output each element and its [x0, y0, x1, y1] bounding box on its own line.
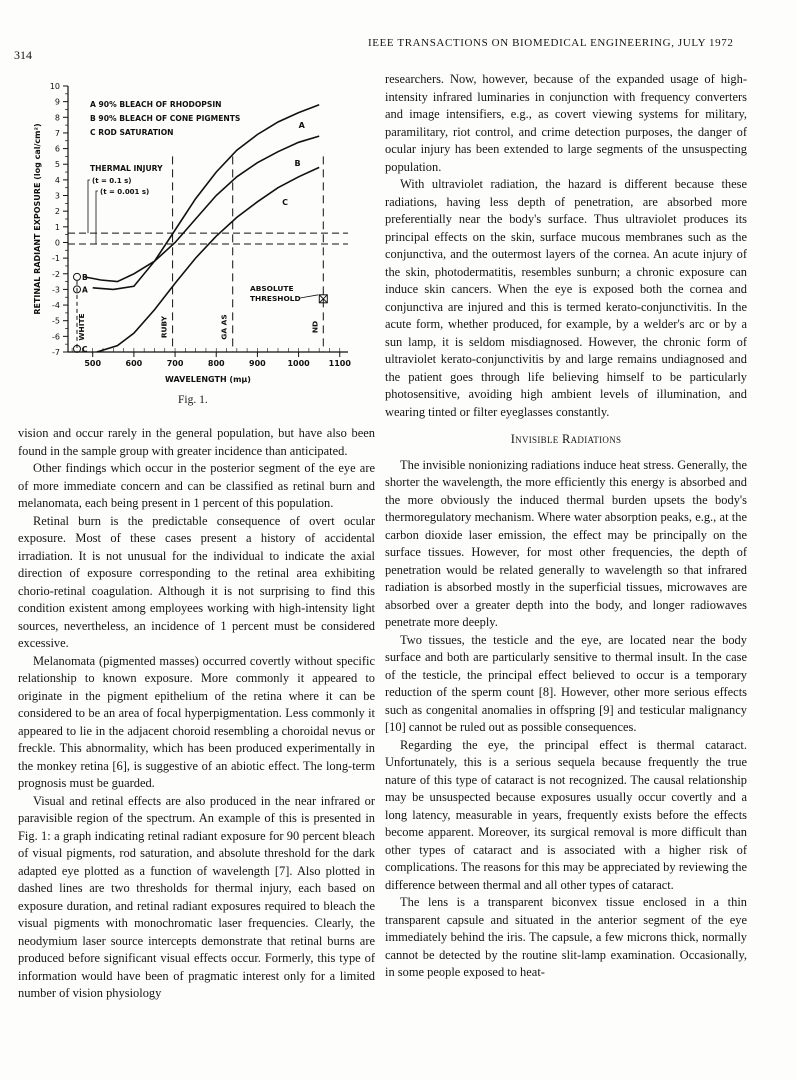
paragraph: The lens is a transparent biconvex tissue enclosed in a thin transparent capsule and situated in the anterior segment of the eye immediately behind the iris. The capsule, a few microns thick, normally cannot be detected by the routine slit-lamp examination. Occasionally, in some people exposed to heat- — [385, 895, 747, 979]
running-head: IEEE TRANSACTIONS ON BIOMEDICAL ENGINEERING, JULY 1972 — [368, 37, 734, 49]
x-tick-label: 1100 — [328, 359, 351, 368]
y-tick-label: 1 — [54, 222, 60, 232]
y-tick-label: 0 — [54, 238, 60, 248]
absolute-label: THRESHOLD — [250, 294, 301, 303]
y-tick-label: -1 — [52, 254, 60, 264]
y-tick-label: -3 — [52, 285, 60, 295]
right-column — [385, 71, 747, 982]
x-tick-label: 800 — [207, 359, 225, 368]
marker-label: A — [82, 285, 88, 295]
curve-B — [85, 136, 320, 282]
legend-entry: A 90% BLEACH OF RHODOPSIN — [90, 100, 222, 109]
y-tick-label: -7 — [52, 348, 60, 357]
x-tick-label: 900 — [249, 359, 266, 368]
paragraph: The invisible nonionizing radiations induce heat stress. Generally, the shorter the wavelength, the more efficiently this energy is absorbed and the more obviously the induced thermal burden upsets the body's thermoregulatory mechanism. Where water absorption peaks, e.g., at the carbon dioxide laser emission, the effect may be principally on the surface tissues. However, for most other frequencies, the depth of penetration would be related generally to wavelength so that infrared radiation is absorbed mostly in the superficial tissues, microwaves are absorbed over a greater depth into the body, and longer radiowaves penetrate more deeply. — [385, 457, 747, 629]
y-tick-label: -6 — [52, 332, 60, 342]
paragraph: researchers. Now, however, because of the expanded usage of high-intensity infrared luminaries in conjunction with frequency converters and image intensifiers, e.g., as covert viewing systems for military, paramilitary, riot control, and crime detection purposes, the danger of ocular injury has been extended to large segments of the unsuspecting population. — [385, 72, 747, 174]
paragraph: Regarding the eye, the principal effect is thermal cataract. Unfortunately, this is a serious sequela because frequently the true nature of this type of cataract is not recognized. The causal relationship may be unsuspected because exposures usually occur covertly and a long latency, measurable in years, frequently exists before the effects become apparent. Moreover, its surgical removal is more difficult than other types of cataract and is associated with a higher risk of complications. The reasons for this may be appreciated by reviewing the difference between thermal and all other types of cataract. — [385, 737, 747, 892]
x-tick-label: 1000 — [287, 359, 310, 368]
y-tick-label: 10 — [49, 82, 60, 91]
marker-circle — [74, 273, 81, 280]
figure-1 — [0, 72, 375, 402]
thermal-t2: (t = 0.001 s) — [100, 188, 150, 196]
curve-letter: B — [294, 158, 301, 168]
page-number: 314 — [14, 48, 32, 62]
source-label: WHITE — [77, 313, 86, 341]
left-column — [18, 425, 375, 1003]
x-tick-label: 600 — [125, 359, 143, 368]
legend-entry: B 90% BLEACH OF CONE PIGMENTS — [90, 114, 241, 123]
y-tick-label: 6 — [54, 144, 60, 154]
paragraph: Visual and retinal effects are also produced in the near infrared or paravisible region of the spectrum. An example of this is presented in Fig. 1: a graph indicating retinal radiant exposure for 90 percent bleach of visual pigments, rod saturation, and absolute threshold for the dark adapted eye plotted as a function of wavelength [7]. Also plotted in dashed lines are two thresholds for thermal injury, each based on exposure duration, and retinal radiant exposures required to bleach the visual pigments with monochromatic laser frequencies. Clearly, the neodymium laser source intercepts demonstrate that retinal burns are produced before significant visual effects occur. Formerly, this type of information would have been of pragmatic interest only for a limited number of vision physiology — [18, 793, 375, 1000]
curve-letter: A — [298, 121, 305, 131]
paragraph: Other findings which occur in the posterior segment of the eye are of more immediate concern and can be classified as retinal burn and melanomata, each being present in 1 percent of this population. — [18, 461, 375, 510]
y-tick-label: 5 — [54, 160, 60, 170]
x-tick-label: 700 — [166, 359, 184, 368]
figure-caption: Fig. 1. — [178, 394, 208, 406]
x-axis-title: WAVELENGTH (mμ) — [165, 375, 251, 384]
paragraph: Retinal burn is the predictable consequence of overt ocular exposure. Most of these cases present a history of accidental irradiation. It is not unusual for the individual to indicate the axial direction of exposure corresponding to the retinal area exhibiting chorio-retinal coagulation. Although it is not surprising to find this condition existent among employees working with high-intensity light sources, nevertheless, an incidence of 1 percent must be considered excessive. — [18, 513, 375, 650]
section-heading: Invisible Radiations — [510, 432, 622, 446]
right-column-top — [385, 71, 747, 421]
marker-label: B — [82, 272, 88, 282]
y-axis-title: RETINAL RADIANT EXPOSURE (log cal/cm²) — [33, 123, 42, 315]
source-label: GA AS — [219, 314, 229, 340]
paragraph: Two tissues, the testicle and the eye, are located near the body surface and both are particularly sensitive to thermal insult. In the case of the testicle, the principal effect believed to occur is a temporary reduction of the sperm count [8]. However, other more serious effects such as congenital anomalies in offspring [9] and testicular malignancy [10] cannot be ruled out as possible consequences. — [385, 632, 747, 734]
marker-label: C — [82, 344, 88, 354]
y-tick-label: 7 — [54, 128, 60, 138]
paragraph: vision and occur rarely in the general population, but have also been found in the sample group with greater incidence than anticipated. — [18, 426, 375, 458]
thermal-leader — [88, 180, 90, 233]
curve-letter: C — [282, 197, 288, 207]
source-label: ND — [310, 320, 320, 334]
thermal-leader — [96, 191, 98, 244]
right-column-bottom — [385, 457, 747, 982]
y-tick-label: -4 — [52, 301, 60, 311]
y-tick-label: -5 — [52, 316, 60, 326]
thermal-t1: (t = 0.1 s) — [92, 177, 132, 185]
absolute-label: ABSOLUTE — [250, 284, 294, 293]
chart-svg — [0, 72, 375, 402]
paragraph: Melanomata (pigmented masses) occurred covertly without specific relationship to known exposure. More commonly it appeared to originate in the pigment epithelium of the retina where it can be considered to be an area of focal hyperpigmentation. Less commonly it appeared to lie in the adjacent choroid resembling a choroidal nevus or freckle. This abnormality, which has been produced experimentally in the monkey retina [6], is suggestive of an abiotic effect. The long-term prognosis must be guarded. — [18, 653, 375, 790]
absolute-leader — [300, 295, 318, 298]
y-tick-label: 3 — [54, 191, 60, 201]
paragraph: With ultraviolet radiation, the hazard is different because these radiations, having less depth of penetration, are absorbed more preferentially near the body's surface. Thus ultraviolet produces its principal effects on the skin, surface mucous membranes such as the conjunctiva, and the outermost layers of the cornea. An acute injury of the skin, photodermatitis, resembles sunburn; a chronic exposure can induce skin cancers. When the eye is exposed both the cornea and conjunctiva are injured and this is termed kerato-conjunctivitis. In the acute form, whether produced, for example, by a welder's arc or by a sun lamp, it is seldom misdiagnosed. However, the chronic form of ultraviolet kerato-conjunctivitis by and large remains undiagnosed and the patient goes through life believing himself to be particularly photosensitive, avoiding high ambient levels of illumination, and wearing tinted or filter eyeglasses constantly. — [385, 177, 747, 419]
x-tick-label: 500 — [84, 359, 102, 368]
y-tick-label: 2 — [54, 207, 60, 217]
y-tick-label: 4 — [54, 175, 60, 185]
y-tick-label: -2 — [52, 269, 60, 279]
y-tick-label: 9 — [54, 97, 60, 107]
y-tick-label: 8 — [54, 113, 60, 123]
thermal-label: THERMAL INJURY — [90, 164, 163, 173]
legend-entry: C ROD SATURATION — [90, 128, 174, 137]
source-label: RUBY — [159, 315, 169, 339]
